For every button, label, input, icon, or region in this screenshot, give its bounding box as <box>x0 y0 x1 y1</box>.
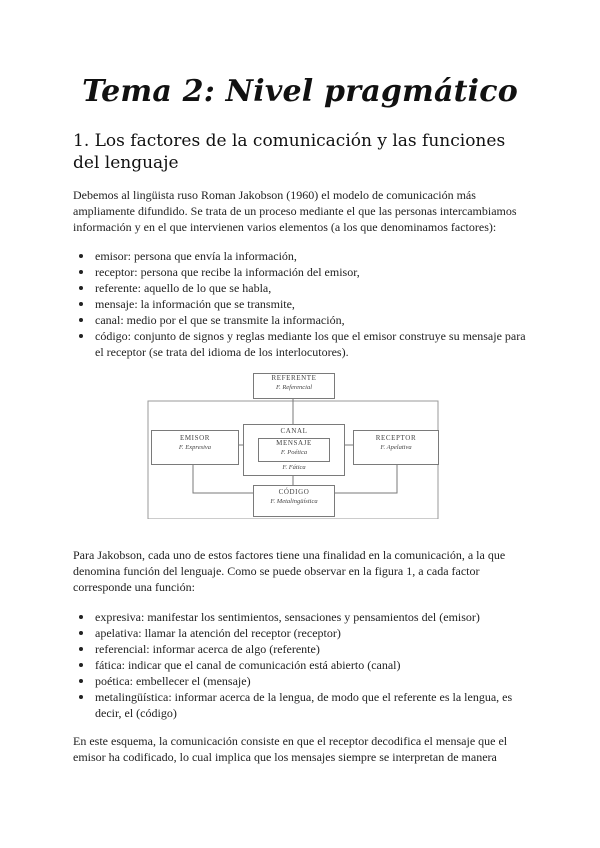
list-item: código: conjunto de signos y reglas mediante los que el emisor construye su mensaje para el receptor (se trata del idioma de los interlocutores). <box>73 328 533 360</box>
codigo-label: CÓDIGO <box>278 488 310 496</box>
functions-list <box>73 609 533 721</box>
box-codigo <box>253 485 335 517</box>
list-item: receptor: persona que recibe la información del emisor, <box>73 264 533 280</box>
list-item: canal: medio por el que se transmite la información, <box>73 312 533 328</box>
box-receptor <box>353 430 439 465</box>
referente-function: F. Referencial <box>275 384 313 391</box>
communication-diagram <box>147 367 439 519</box>
mensaje-label: MENSAJE <box>276 439 312 447</box>
emisor-function: F. Expresiva <box>178 444 212 451</box>
mensaje-function: F. Poética <box>280 449 308 456</box>
referente-label: REFERENTE <box>271 374 317 382</box>
canal-label: CANAL <box>280 427 308 435</box>
list-item: mensaje: la información que se transmite, <box>73 296 533 312</box>
list-item: expresiva: manifestar los sentimientos, sensaciones y pensamientos del (emisor) <box>73 609 533 625</box>
section-heading: 1. Los factores de la comunicación y las funciones del lenguaje <box>73 131 506 173</box>
receptor-function: F. Apelativa <box>380 444 412 451</box>
paragraph-scheme: En este esquema, la comunicación consiste en que el receptor decodifica el mensaje que el emisor ha codificado, lo cual implica que los mensajes siempre se interpretan de manera <box>73 734 508 764</box>
page-title: Tema 2: Nivel pragmático <box>82 74 518 109</box>
list-item: fática: indicar que el canal de comunicación está abierto (canal) <box>73 657 533 673</box>
box-emisor <box>151 430 239 465</box>
codigo-function: F. Metalingüística <box>270 498 318 505</box>
box-referente <box>253 373 335 399</box>
list-item: apelativa: llamar la atención del receptor (receptor) <box>73 625 533 641</box>
list-item: referencial: informar acerca de algo (referente) <box>73 641 533 657</box>
paragraph-intro: Debemos al lingüista ruso Roman Jakobson (1960) el modelo de comunicación más ampliamente difundido. Se trata de un proceso mediante el que las personas intercambiamos información y en el que intervienen varios elementos (a los que denominamos factores): <box>73 188 517 234</box>
list-item: referente: aquello de lo que se habla, <box>73 280 533 296</box>
emisor-label: EMISOR <box>179 434 211 442</box>
canal-function: F. Fática <box>282 464 306 471</box>
list-item: emisor: persona que envía la información, <box>73 248 533 264</box>
list-item: metalingüística: informar acerca de la lengua, de modo que el referente es la lengua, es decir, el (código) <box>73 689 533 721</box>
box-mensaje <box>258 438 330 462</box>
factors-list <box>73 248 533 360</box>
box-canal <box>243 424 345 476</box>
receptor-label: RECEPTOR <box>375 434 417 442</box>
paragraph-functions-intro: Para Jakobson, cada uno de estos factores tiene una finalidad en la comunicación, a la que denomina función del lenguaje. Como se puede observar en la figura 1, a cada factor corresponde una función: <box>73 548 506 594</box>
list-item: poética: embellecer el (mensaje) <box>73 673 533 689</box>
